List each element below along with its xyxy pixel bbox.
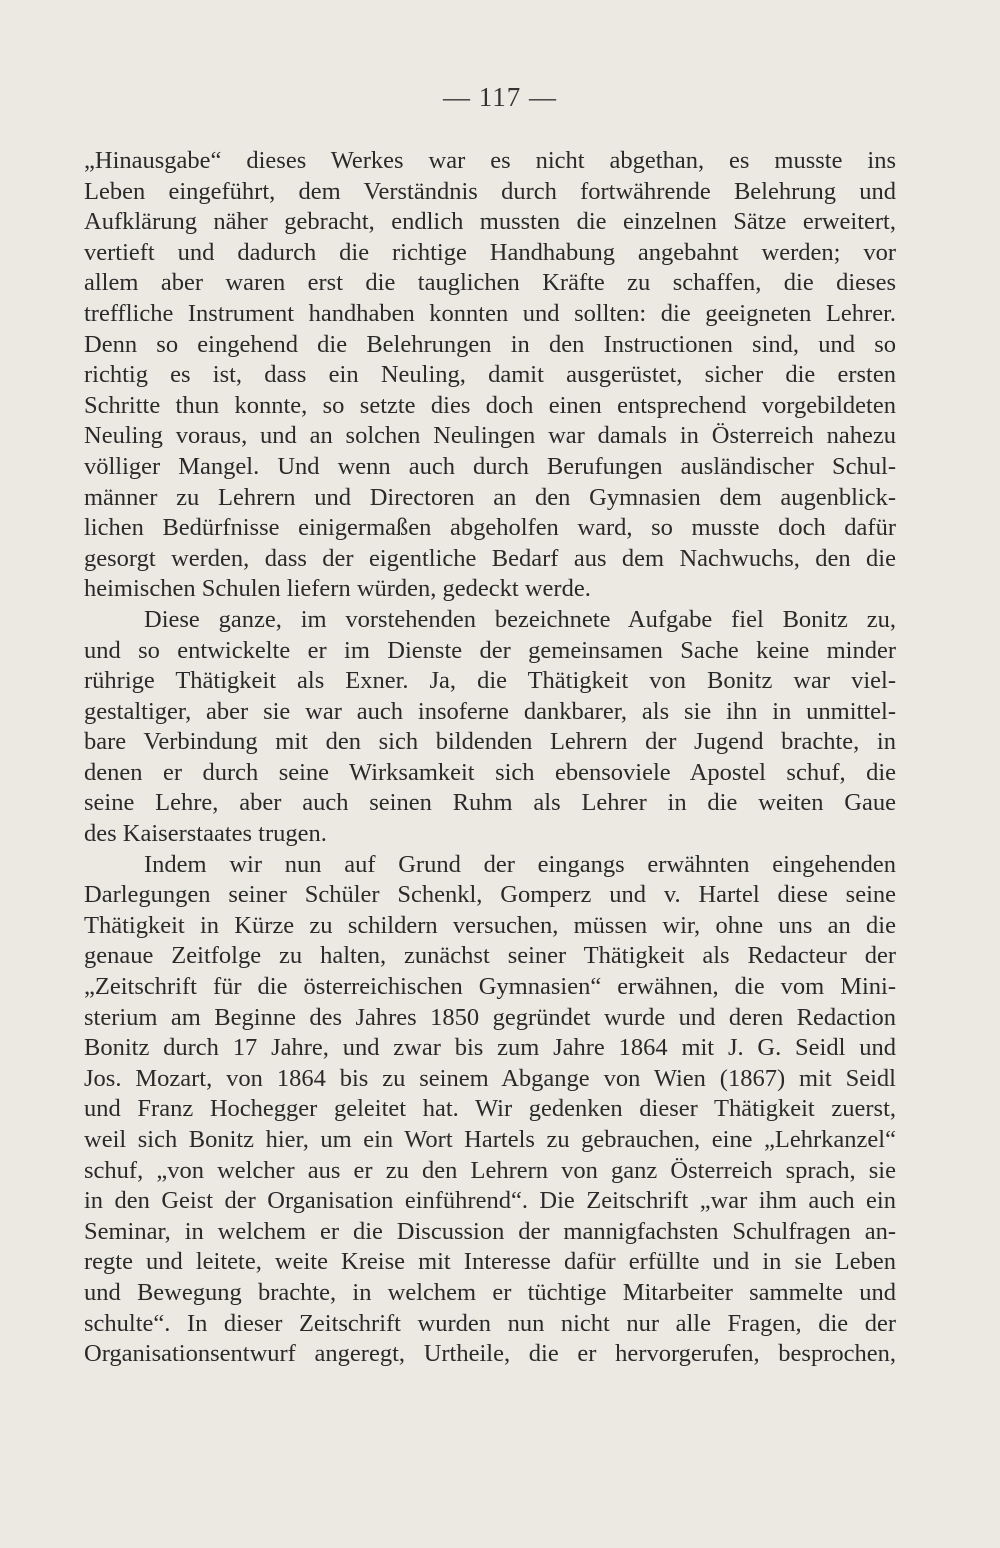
text-line: gestaltiger, aber sie war auch insoferne dankbarer, als sie ihn in unmittel- [84,697,896,725]
text-line: lichen Bedürfnisse einigermaßen abgeholfen ward, so musste doch dafür [84,514,896,542]
text-line: rührige Thätigkeit als Exner. Ja, die Thätigkeit von Bonitz war viel- [84,667,896,695]
text-line: allem aber waren erst die tauglichen Kräfte zu schaffen, die dieses [84,269,896,297]
text-line: Bonitz durch 17 Jahre, und zwar bis zum Jahre 1864 mit J. G. Seidl und [84,1034,896,1062]
text-line: Neuling voraus, und an solchen Neulingen war damals in Österreich nahezu [84,422,896,450]
text-line: bare Verbindung mit den sich bildenden Lehrern der Jugend brachte, in [84,728,896,756]
text-line: Denn so eingehend die Belehrungen in den Instructionen sind, und so [84,330,896,358]
page-number: — 117 — [443,82,557,112]
text-line: und Bewegung brachte, in welchem er tüchtige Mitarbeiter sammelte und [84,1278,896,1306]
text-line: Diese ganze, im vorstehenden bezeichnete Aufgabe fiel Bonitz zu, [144,605,896,633]
text-line: seine Lehre, aber auch seinen Ruhm als Lehrer in die weiten Gaue [84,789,896,817]
text-line: schuf, „von welcher aus er zu den Lehrern von ganz Österreich sprach, sie [84,1156,896,1184]
text-line: Jos. Mozart, von 1864 bis zu seinem Abgange von Wien (1867) mit Seidl [84,1064,896,1092]
text-line: regte und leitete, weite Kreise mit Interesse dafür erfüllte und in sie Leben [84,1248,896,1276]
text-line: Schritte thun konnte, so setzte dies doch einen entsprechend vorgebildeten [84,391,896,419]
text-line: Darlegungen seiner Schüler Schenkl, Gomperz und v. Hartel diese seine [84,881,896,909]
text-line: „Hinausgabe“ dieses Werkes war es nicht abgethan, es musste ins [84,147,896,174]
text-line: heimischen Schulen liefern würden, gedeckt werde. [84,575,591,603]
text-line: und so entwickelte er im Dienste der gemeinsamen Sache keine minder [84,636,896,664]
text-line: gesorgt werden, dass der eigentliche Bedarf aus dem Nachwuchs, den die [84,544,896,572]
text-line: Aufklärung näher gebracht, endlich mussten die einzelnen Sätze erweitert, [84,208,896,236]
text-line: sterium am Beginne des Jahres 1850 gegründet wurde und deren Redaction [84,1003,896,1031]
text-line: schulte“. In dieser Zeitschrift wurden nun nicht nur alle Fragen, die der [84,1309,896,1337]
text-line: „Zeitschrift für die österreichischen Gymnasien“ erwähnen, die vom Mini- [84,973,896,1001]
text-line: in den Geist der Organisation einführend“. Die Zeitschrift „war ihm auch ein [84,1187,896,1215]
text-line: Leben eingeführt, dem Verständnis durch fortwährende Belehrung und [84,177,896,205]
text-line: Organisationsentwurf angeregt, Urtheile, die er hervorgerufen, besprochen, [84,1340,896,1368]
body-text [84,146,896,1370]
text-line: denen er durch seine Wirksamkeit sich ebensoviele Apostel schuf, die [84,758,896,786]
text-line: Thätigkeit in Kürze zu schildern versuchen, müssen wir, ohne uns an die [84,911,896,939]
text-line: Indem wir nun auf Grund der eingangs erwähnten eingehenden [144,850,896,878]
text-line: des Kaiserstaates trugen. [84,820,327,848]
text-line: richtig es ist, dass ein Neuling, damit ausgerüstet, sicher die ersten [84,361,896,389]
text-line: und Franz Hochegger geleitet hat. Wir gedenken dieser Thätigkeit zuerst, [84,1095,896,1123]
text-line: vertieft und dadurch die richtige Handhabung angebahnt werden; vor [84,238,896,266]
text-line: männer zu Lehrern und Directoren an den Gymnasien dem augenblick- [84,483,896,511]
text-line: Seminar, in welchem er die Discussion der mannigfachsten Schulfragen an- [84,1217,896,1245]
text-line: völliger Mangel. Und wenn auch durch Berufungen ausländischer Schul- [84,452,896,480]
text-line: weil sich Bonitz hier, um ein Wort Hartels zu gebrauchen, eine „Lehrkanzel“ [84,1126,896,1153]
text-line: genaue Zeitfolge zu halten, zunächst seiner Thätigkeit als Redacteur der [84,942,896,970]
text-line: treffliche Instrument handhaben konnten und sollten: die geeigneten Lehrer. [84,299,896,327]
